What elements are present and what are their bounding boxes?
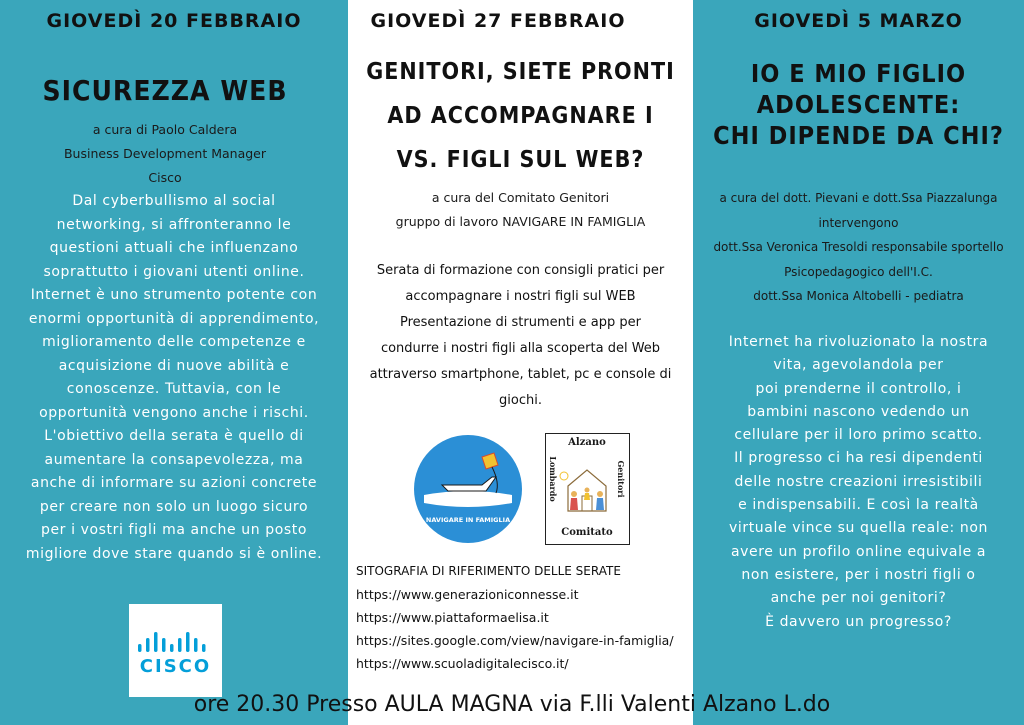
left-body-line: conoscenze. Tuttavia, con le xyxy=(66,381,282,397)
left-curator-line: a cura di Paolo Caldera xyxy=(92,122,238,137)
right-curator-line: Psicopedagogico dell'I.C. xyxy=(784,264,933,279)
left-body-line: migliore dove stare quando si è online. xyxy=(25,545,323,562)
left-body-line: soprattutto i giovani utenti online. xyxy=(43,263,305,280)
right-body-line: non esistere, per i nostri figli o xyxy=(741,566,976,583)
right-curator-line: intervengono xyxy=(818,215,899,230)
right-title-line: CHI DIPENDE DA CHI? xyxy=(713,121,1004,150)
left-body-line: per i vostri figli ma anche un posto xyxy=(40,522,308,538)
family-house-icon xyxy=(546,456,628,516)
right-curator-line: dott.Ssa Veronica Tresoldi responsabile sportello xyxy=(713,240,1004,254)
right-body-line: delle nostre creazioni irresistibili xyxy=(734,473,983,490)
right-body-line: vita, agevolandola per xyxy=(773,357,944,374)
comitato-genitori-logo xyxy=(545,433,630,545)
middle-curator-line: gruppo di lavoro NAVIGARE IN FAMIGLIA xyxy=(395,214,646,229)
logo2-left-text: Lombardo xyxy=(548,456,558,502)
right-curator-line: dott.Ssa Monica Altobelli - pediatra xyxy=(753,289,964,303)
middle-body-line: condurre i nostri figli alla scoperta del Web xyxy=(380,341,661,356)
left-body-line: anche di informare su azioni concrete xyxy=(30,475,318,491)
left-body-line: networking, si affronteranno le xyxy=(56,216,292,233)
logo2-bottom-text: Comitato xyxy=(561,527,613,538)
boat-logo-icon xyxy=(412,433,524,545)
middle-body-line: Presentazione di strumenti e app per xyxy=(399,315,642,330)
right-body-line: È davvero un progresso? xyxy=(765,613,952,630)
middle-body-line: accompagnare i nostri figli sul WEB xyxy=(405,289,636,304)
logo2-right-text: Genitori xyxy=(616,460,626,498)
left-date: GIOVEDÌ 20 FEBBRAIO xyxy=(46,10,302,32)
left-body-line: questioni attuali che influenzano xyxy=(49,240,299,256)
middle-curator-line: a cura del Comitato Genitori xyxy=(431,190,610,205)
left-body-line: Internet è uno strumento potente con xyxy=(30,287,318,303)
cisco-bars-icon xyxy=(129,604,222,697)
right-body-line: e indispensabili. E così la realtà xyxy=(738,497,979,514)
middle-date: GIOVEDÌ 27 FEBBRAIO xyxy=(370,10,626,32)
right-title xyxy=(693,58,1024,151)
middle-body-line: giochi. xyxy=(499,393,542,408)
middle-title-line: GENITORI, SIETE PRONTI xyxy=(366,59,675,85)
left-curator-line: Business Development Manager xyxy=(63,146,266,161)
right-column xyxy=(693,0,1024,725)
cisco-logo-text: CISCO xyxy=(139,656,212,677)
middle-curator xyxy=(348,186,693,234)
links-section xyxy=(356,560,691,675)
middle-body-line: Serata di formazione con consigli pratici per xyxy=(376,263,665,278)
right-body-line: virtuale vince su quella reale: non xyxy=(728,520,989,537)
left-body-line: enormi opportunità di apprendimento, xyxy=(28,310,320,327)
middle-title-line: VS. FIGLI SUL WEB? xyxy=(396,147,645,173)
left-title: SICUREZZA WEB xyxy=(42,74,288,107)
left-body-line: opportunità vengono anche i rischi. xyxy=(39,404,309,421)
middle-title-line: AD ACCOMPAGNARE I xyxy=(387,103,654,129)
left-curator-line: Cisco xyxy=(148,170,182,185)
left-body-line: Dal cyberbullismo al social xyxy=(72,193,276,209)
right-body-line: Il progresso ci ha resi dipendenti xyxy=(734,450,983,467)
right-body-line: avere un profilo online equivale a xyxy=(730,543,987,560)
middle-body-line: attraverso smartphone, tablet, pc e console di xyxy=(369,367,672,382)
right-date: GIOVEDÌ 5 MARZO xyxy=(754,10,963,32)
middle-title xyxy=(348,50,693,182)
right-curator xyxy=(693,186,1024,309)
right-body-line: poi prenderne il controllo, i xyxy=(755,380,962,397)
navigare-in-famiglia-logo xyxy=(412,433,524,545)
left-body xyxy=(0,190,348,566)
link-item[interactable]: https://www.scuoladigitalecisco.it/ xyxy=(356,656,569,671)
left-body-line: L'obiettivo della serata è quello di xyxy=(44,428,304,444)
link-item[interactable]: https://sites.google.com/view/navigare-in-famiglia/ xyxy=(356,633,674,648)
cisco-logo xyxy=(129,604,222,697)
right-title-line: IO E MIO FIGLIO xyxy=(750,59,967,88)
right-body-line: cellulare per il loro primo scatto. xyxy=(734,427,983,444)
links-title: SITOGRAFIA DI RIFERIMENTO DELLE SERATE xyxy=(356,564,621,578)
right-body xyxy=(693,331,1024,634)
left-body-line: acquisizione di nuove abilità e xyxy=(58,357,290,374)
right-body-line: bambini nascono vedendo un xyxy=(747,403,970,420)
link-item[interactable]: https://www.generazioniconnesse.it xyxy=(356,587,579,602)
link-item[interactable]: https://www.piattaformaelisa.it xyxy=(356,610,549,625)
right-title-line: ADOLESCENTE: xyxy=(756,90,961,119)
navigare-logo-text: NAVIGARE IN FAMIGLIA xyxy=(425,516,511,524)
left-body-line: miglioramento delle competenze e xyxy=(42,334,306,350)
left-body-line: aumentare la consapevolezza, ma xyxy=(44,451,304,468)
middle-body xyxy=(348,258,693,414)
logo2-top-text: Alzano xyxy=(568,437,606,448)
left-body-line: per creare non solo un luogo sicuro xyxy=(39,498,309,515)
event-footer: ore 20.30 Presso AULA MAGNA via F.lli Valenti Alzano L.do xyxy=(193,692,831,717)
right-body-line: Internet ha rivoluzionato la nostra xyxy=(728,334,989,350)
right-body-line: anche per noi genitori? xyxy=(770,590,947,607)
left-curator xyxy=(0,118,330,190)
right-curator-line: a cura del dott. Pievani e dott.Ssa Piazzalunga xyxy=(719,191,998,205)
